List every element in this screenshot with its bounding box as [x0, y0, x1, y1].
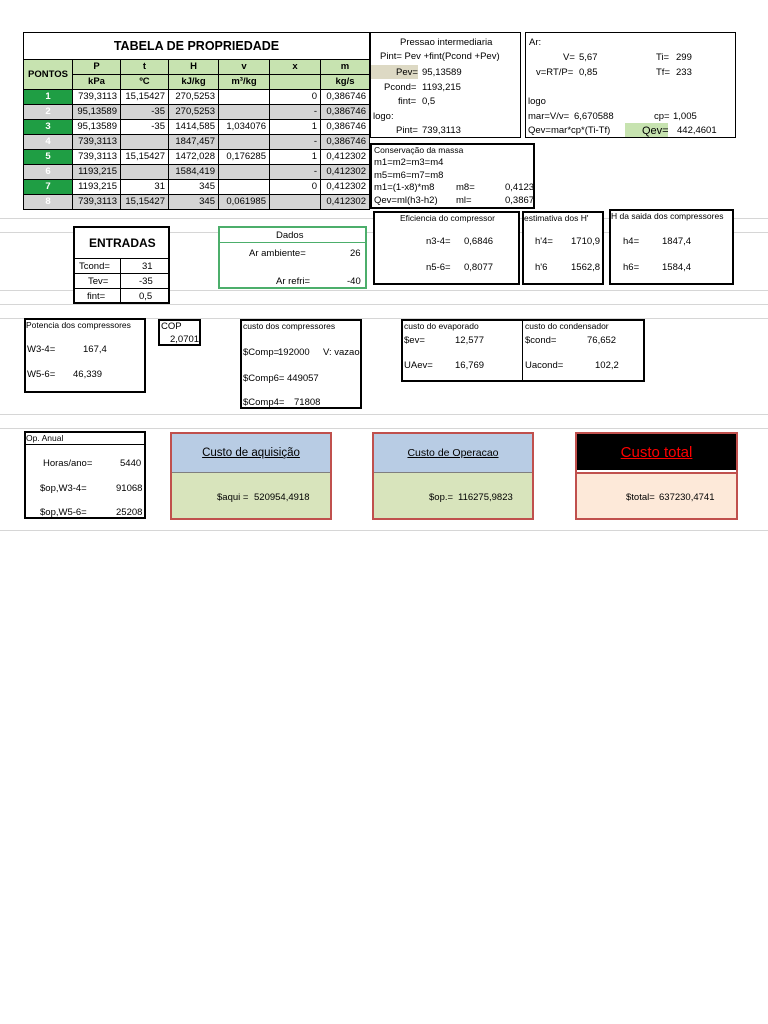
cell-t: -35	[121, 120, 169, 135]
cell-x: -	[270, 165, 321, 180]
conservacao-line4: Qev=ml(h3-h2)	[374, 195, 438, 206]
cell-v: 1,034076	[219, 120, 270, 135]
cell-m: 0,386746	[321, 90, 370, 105]
potencia-title: Potencia dos compressores	[26, 320, 131, 330]
cell-x: 0	[270, 90, 321, 105]
unit-m: kg/s	[321, 75, 370, 90]
m8-value: 0,4123	[505, 182, 535, 193]
w56-value: 46,339	[73, 369, 103, 380]
cell-t: 15,15427	[121, 195, 169, 210]
cell-t	[121, 165, 169, 180]
dados-divider	[220, 242, 365, 243]
ev-label: $ev=	[404, 335, 425, 346]
table-row	[24, 180, 370, 195]
eficiencia-title: Eficiencia do compressor	[400, 213, 495, 223]
cell-v	[219, 135, 270, 150]
op-anual-title: Op. Anual	[26, 433, 64, 443]
ar-vrt-label: v=RT/P=	[536, 67, 574, 78]
uacond-value: 102,2	[595, 360, 619, 371]
cell-x	[270, 195, 321, 210]
gridline	[0, 428, 768, 429]
horas-value: 5440	[120, 458, 142, 469]
ar-title: Ar:	[529, 37, 542, 48]
cell-v	[219, 90, 270, 105]
w34-value: 167,4	[83, 344, 107, 355]
table-row	[24, 90, 370, 105]
entradas-divider	[74, 258, 169, 259]
hsaida-title: H da saida dos compressores	[611, 211, 724, 221]
cell-p: 739,3113	[73, 150, 121, 165]
estimativa-title: estimativa dos H'	[524, 213, 589, 223]
n56-value: 0,8077	[464, 262, 494, 273]
ar-mar-value: 6,670588	[574, 111, 614, 122]
total-header	[577, 434, 736, 470]
n34-value: 0,6846	[464, 236, 494, 247]
n56-label: n5-6=	[426, 262, 451, 273]
table-row	[24, 195, 370, 210]
pev-label: Pev=	[396, 67, 418, 78]
point-cell: 8	[24, 195, 73, 210]
operacao-value: 116275,9823	[458, 492, 513, 503]
operacao-header	[374, 434, 532, 473]
h6-label: h6=	[623, 262, 640, 273]
ar-refri-label: Ar refri=	[276, 276, 311, 287]
unit-x	[270, 75, 321, 90]
comp4-label: $Comp4=	[243, 397, 285, 408]
cell-x: -	[270, 135, 321, 150]
aquisicao-title: Custo de aquisição	[202, 447, 300, 459]
point-cell: 2	[24, 105, 73, 120]
cell-h: 1584,419	[169, 165, 219, 180]
h4-value: 1847,4	[662, 236, 692, 247]
property-table-body	[24, 90, 370, 210]
ar-qev-label: Qev=	[642, 125, 669, 137]
point-cell: 5	[24, 150, 73, 165]
cell-m: 0,386746	[321, 105, 370, 120]
cell-m: 0,386746	[321, 120, 370, 135]
ar-v-label: V=	[563, 52, 575, 63]
col-header-v: v	[219, 60, 270, 75]
ar-mar-label: mar=V/v=	[528, 111, 570, 122]
vazao-note: V: vazao	[323, 347, 360, 358]
cell-h: 270,5253	[169, 105, 219, 120]
ml-value: 0,3867	[505, 195, 535, 206]
operacao-title: Custo de Operacao	[407, 447, 499, 459]
cell-h: 1472,028	[169, 150, 219, 165]
fint-label: fint=	[398, 96, 417, 107]
uaev-label: UAev=	[404, 360, 433, 371]
cell-x: 1	[270, 120, 321, 135]
unit-v: m³/kg	[219, 75, 270, 90]
cell-t: 15,15427	[121, 150, 169, 165]
cell-v: 0,061985	[219, 195, 270, 210]
dados-title: Dados	[276, 230, 304, 241]
cell-p: 95,13589	[73, 105, 121, 120]
ev-value: 12,577	[455, 335, 485, 346]
h6-value: 1584,4	[662, 262, 692, 273]
w34-label: W3-4=	[27, 344, 56, 355]
conservacao-line1: m1=m2=m3=m4	[374, 157, 444, 168]
ar-ti-value: 299	[676, 52, 692, 63]
op34-label: $op,W3-4=	[40, 483, 87, 494]
col-header-p: P	[73, 60, 121, 75]
total-label: $total=	[626, 492, 655, 503]
op56-label: $op,W5-6=	[40, 507, 87, 518]
point-cell: 7	[24, 180, 73, 195]
h4-est-label: h'4=	[535, 236, 553, 247]
pressao-formula: Pint= Pev +fint(Pcond +Pev)	[380, 51, 500, 62]
entradas-divider	[74, 288, 169, 289]
n34-label: n3-4=	[426, 236, 451, 247]
pint-value: 739,3113	[422, 125, 461, 136]
h4-label: h4=	[623, 236, 640, 247]
ar-ambiente-value: 26	[350, 248, 361, 259]
op-anual-divider	[25, 444, 145, 445]
comp6-label: $Comp6=	[243, 373, 285, 384]
cell-t: -35	[121, 105, 169, 120]
gridline	[0, 530, 768, 531]
op34-value: 91068	[116, 483, 143, 494]
cell-m: 0,412302	[321, 165, 370, 180]
comp4-value: 71808	[294, 397, 321, 408]
ar-ambiente-label: Ar ambiente=	[249, 248, 306, 259]
custo-comp-box	[240, 319, 362, 409]
cell-t	[121, 135, 169, 150]
point-cell: 4	[24, 135, 73, 150]
table-row	[24, 120, 370, 135]
cell-x: 0	[270, 180, 321, 195]
ar-qev-formula: Qev=mar*cp*(Ti-Tf)	[528, 125, 611, 136]
ar-vrt-value: 0,85	[579, 67, 598, 78]
col-header-m: m	[321, 60, 370, 75]
ar-cp-label: cp=	[654, 111, 670, 122]
cop-value: 2,0701	[170, 334, 200, 345]
pint-label: Pint=	[396, 125, 418, 136]
ar-refri-value: -40	[347, 276, 361, 287]
table-row	[24, 165, 370, 180]
cell-m: 0,412302	[321, 150, 370, 165]
conservacao-line2: m5=m6=m7=m8	[374, 170, 444, 181]
total-value: 637230,4741	[659, 492, 715, 503]
ar-tf-value: 233	[676, 67, 692, 78]
conservacao-line3: m1=(1-x8)*m8	[374, 182, 435, 193]
conservacao-title: Conservação da massa	[374, 145, 464, 155]
col-header-pontos: PONTOS	[24, 60, 73, 90]
ar-tf-label: Tf=	[656, 67, 670, 78]
horas-label: Horas/ano=	[43, 458, 93, 469]
entradas-divider	[74, 273, 169, 274]
cell-p: 739,3113	[73, 135, 121, 150]
operacao-label: $op.=	[429, 492, 454, 503]
aquisicao-value: 520954,4918	[254, 492, 310, 503]
pev-value: 95,13589	[422, 67, 462, 78]
entradas-fint-label: fint=	[87, 291, 106, 302]
cell-p: 739,3113	[73, 195, 121, 210]
cell-h: 270,5253	[169, 90, 219, 105]
entradas-fint-value: 0,5	[139, 291, 153, 302]
cop-title: COP	[161, 321, 182, 332]
col-header-t: t	[121, 60, 169, 75]
pcond-value: 1193,215	[422, 82, 461, 93]
point-cell: 1	[24, 90, 73, 105]
cell-p: 1193,215	[73, 180, 121, 195]
comp6-value: 449057	[287, 373, 319, 384]
property-table	[23, 32, 370, 210]
w56-label: W5-6=	[27, 369, 56, 380]
point-cell: 3	[24, 120, 73, 135]
tcond-label: Tcond=	[79, 261, 110, 272]
table-row	[24, 150, 370, 165]
pressao-title: Pressao intermediaria	[400, 37, 493, 48]
uacond-label: Uacond=	[525, 360, 564, 371]
ar-qev-value: 442,4601	[677, 125, 717, 136]
cell-h: 1847,457	[169, 135, 219, 150]
m8-label: m8=	[456, 182, 475, 193]
col-header-h: H	[169, 60, 219, 75]
operacao-card	[372, 432, 534, 520]
cell-t: 15,15427	[121, 90, 169, 105]
cell-p: 1193,215	[73, 165, 121, 180]
gridline	[0, 414, 768, 415]
custo-cond-title: custo do condensador	[525, 321, 609, 331]
cond-value: 76,652	[587, 335, 617, 346]
unit-h: kJ/kg	[169, 75, 219, 90]
ar-ti-label: Ti=	[656, 52, 670, 63]
aquisicao-card	[170, 432, 332, 520]
cell-m: 0,386746	[321, 135, 370, 150]
aquisicao-label: $aqui =	[217, 492, 249, 503]
gridline	[0, 304, 768, 305]
h6-est-value: 1562,8	[571, 262, 601, 273]
custo-evap-title: custo do evaporado	[404, 321, 479, 331]
aquisicao-header	[172, 434, 330, 473]
total-card	[575, 432, 738, 520]
cell-p: 95,13589	[73, 120, 121, 135]
table-row	[24, 105, 370, 120]
cell-t: 31	[121, 180, 169, 195]
uaev-value: 16,769	[455, 360, 485, 371]
ar-logo: logo	[528, 96, 546, 107]
tev-label: Tev=	[88, 276, 109, 287]
tev-value: -35	[139, 276, 153, 287]
unit-p: kPa	[73, 75, 121, 90]
cell-v: 0,176285	[219, 150, 270, 165]
cell-h: 345	[169, 195, 219, 210]
ml-label: ml=	[456, 195, 472, 206]
h6-est-label: h'6	[535, 262, 548, 273]
op56-value: 25208	[116, 507, 143, 518]
cell-v	[219, 105, 270, 120]
ar-cp-value: 1,005	[673, 111, 697, 122]
point-cell: 6	[24, 165, 73, 180]
comp-label: $Comp=	[243, 347, 280, 358]
table-row	[24, 135, 370, 150]
cell-h: 1414,585	[169, 120, 219, 135]
entradas-divider	[120, 258, 121, 303]
cell-p: 739,3113	[73, 90, 121, 105]
evap-cond-divider	[522, 320, 523, 381]
col-header-x: x	[270, 60, 321, 75]
cell-h: 345	[169, 180, 219, 195]
cell-m: 0,412302	[321, 195, 370, 210]
fint-value: 0,5	[422, 96, 436, 107]
cell-x: -	[270, 105, 321, 120]
unit-t: ºC	[121, 75, 169, 90]
ar-v-value: 5,67	[579, 52, 598, 63]
pcond-label: Pcond=	[384, 82, 417, 93]
cell-m: 0,412302	[321, 180, 370, 195]
entradas-title: ENTRADAS	[89, 236, 156, 250]
table-title: TABELA DE PROPRIEDADE	[24, 33, 370, 60]
custo-comp-title: custo dos compressores	[243, 321, 336, 331]
cell-v	[219, 180, 270, 195]
tcond-value: 31	[142, 261, 153, 272]
h4-est-value: 1710,9	[571, 236, 601, 247]
cell-x: 1	[270, 150, 321, 165]
cell-v	[219, 165, 270, 180]
pressao-logo: logo:	[373, 111, 394, 122]
comp-value: 192000	[278, 347, 310, 358]
total-title: Custo total	[620, 443, 693, 461]
cond-label: $cond=	[525, 335, 557, 346]
